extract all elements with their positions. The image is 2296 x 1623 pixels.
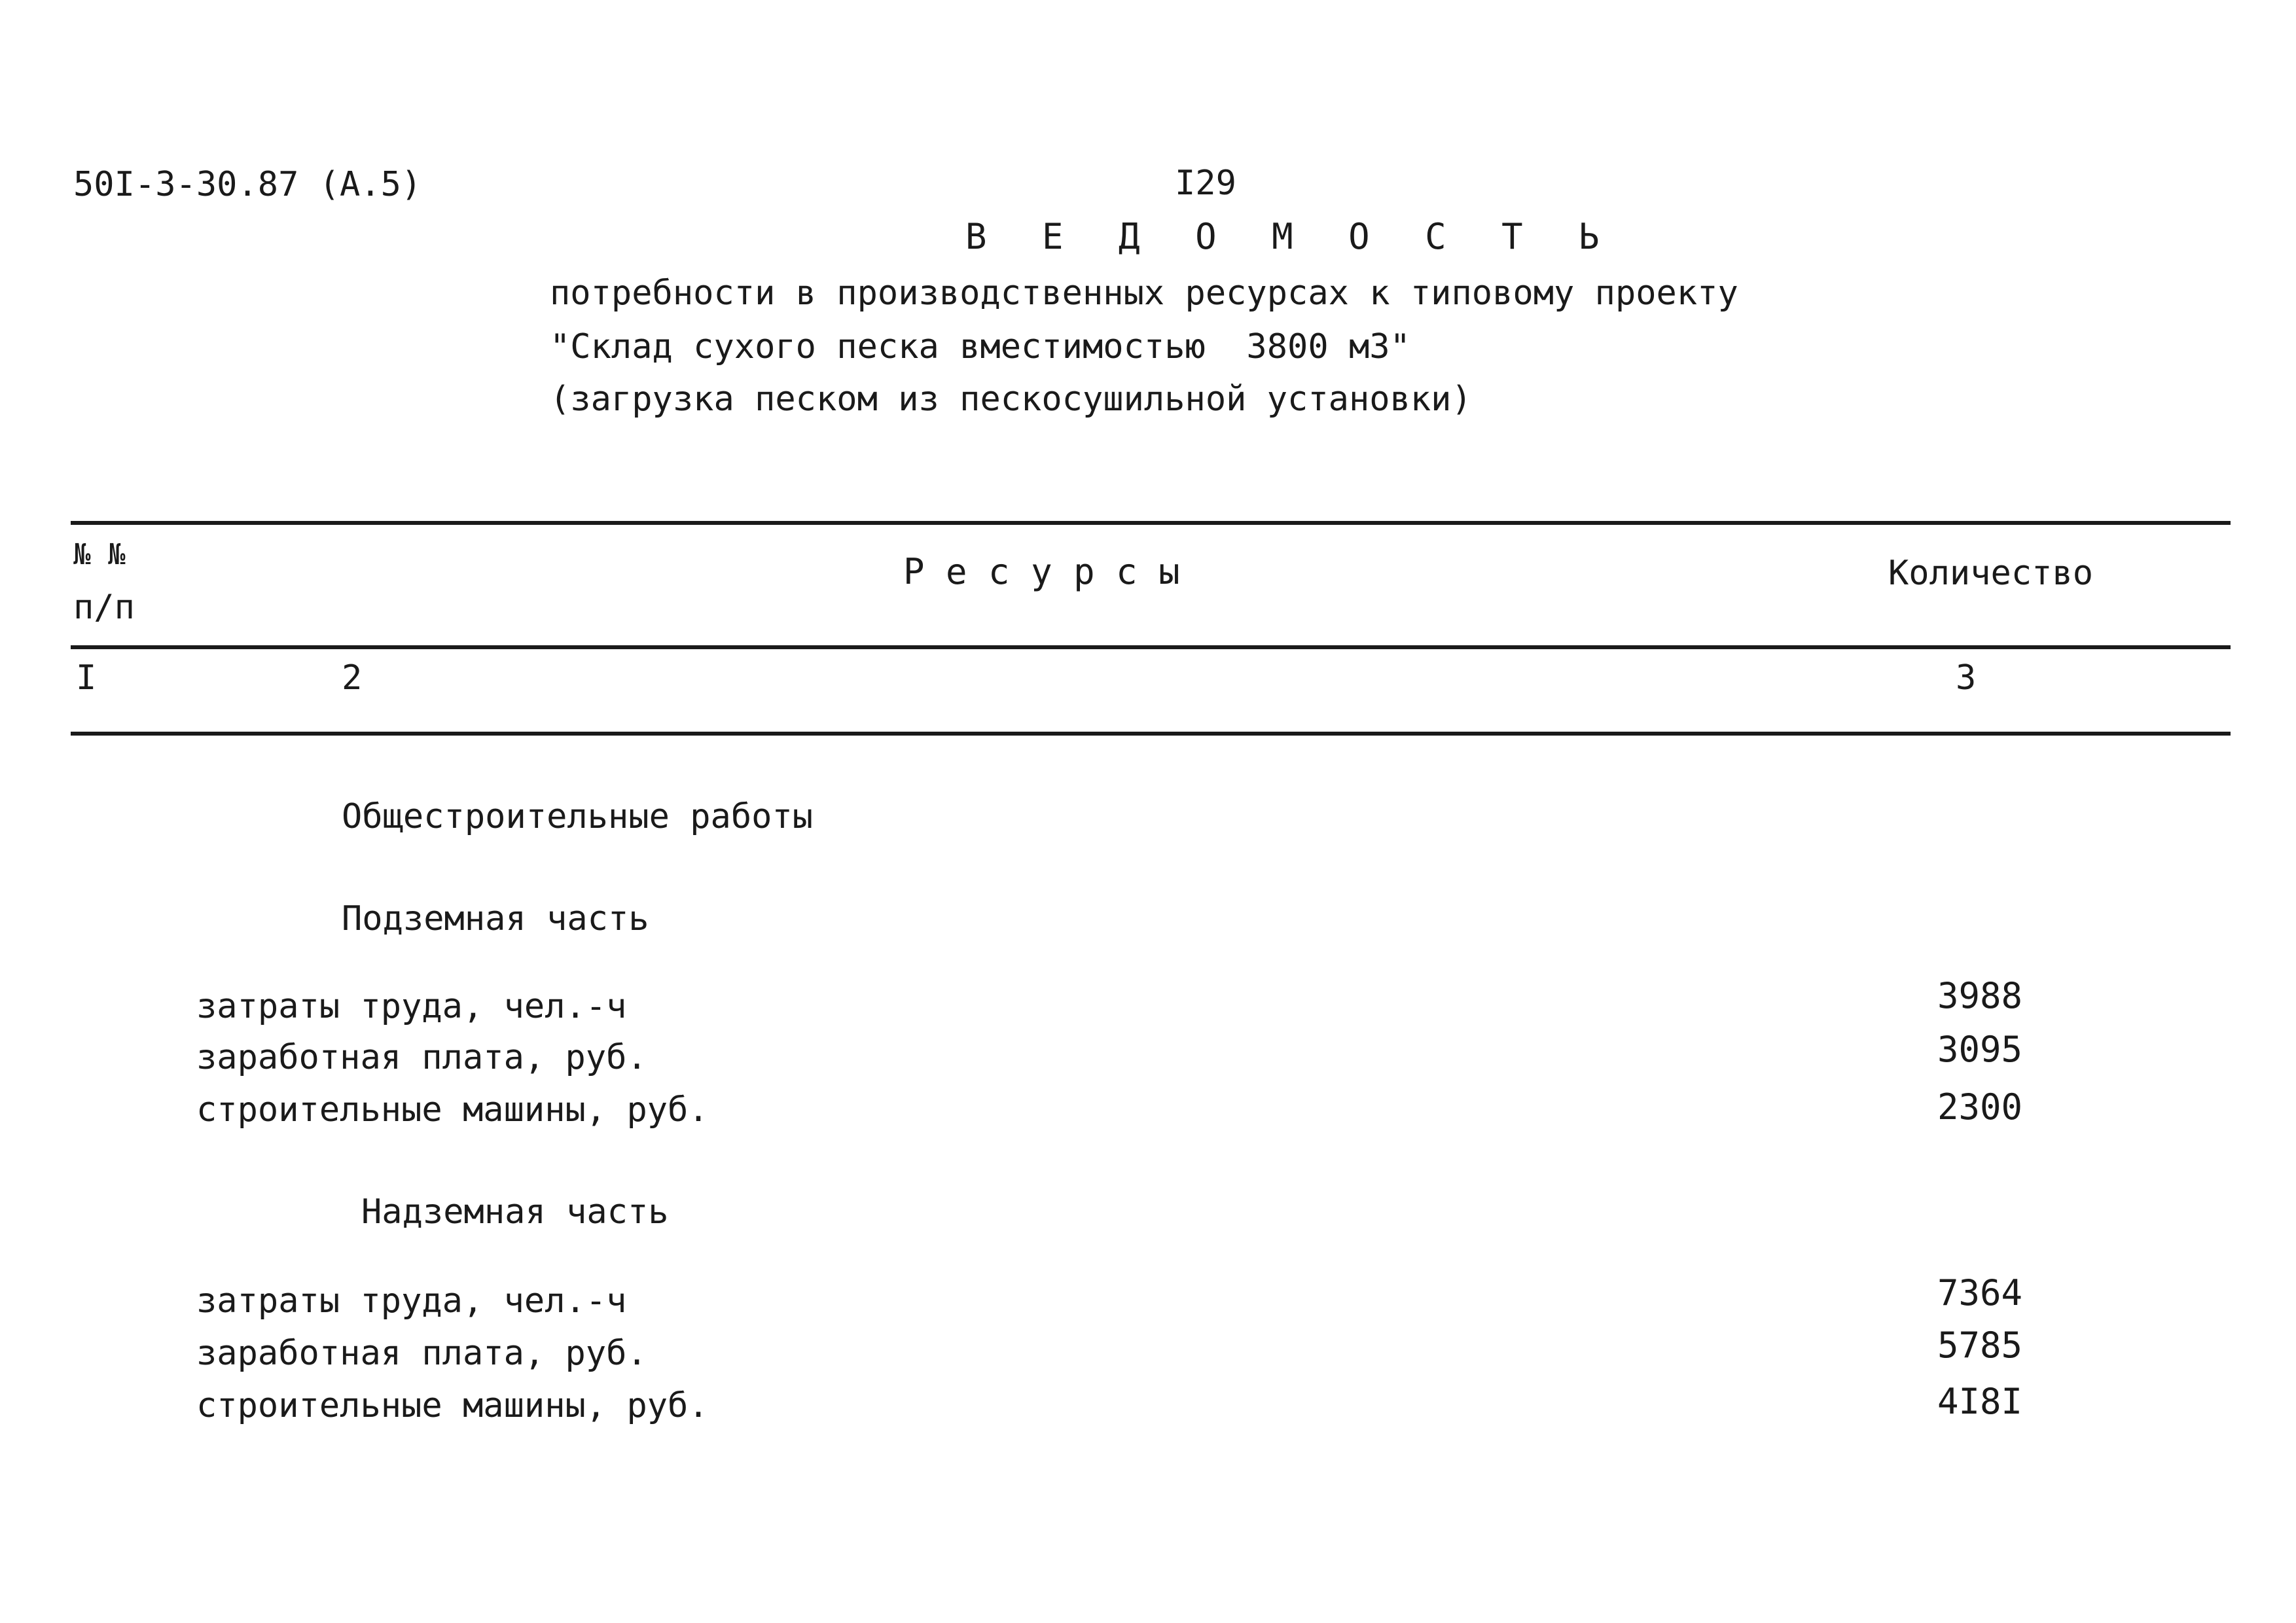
row-value-machines-underground: 2300	[1937, 1086, 2022, 1128]
column-quantity-header: Количество	[1888, 554, 2094, 593]
column-index-3: 3	[1956, 658, 1977, 698]
header-divider-rule	[71, 645, 2231, 649]
row-label-machines-aboveground: строительные машины, руб.	[196, 1386, 709, 1425]
row-value-wages-aboveground: 5785	[1937, 1325, 2022, 1366]
title-line-2: "Склад сухого песка вместимостью 3800 м3"	[550, 327, 1410, 366]
row-value-machines-aboveground: 4I8I	[1937, 1381, 2022, 1422]
title-line-3: (загрузка песком из пескосушильной установки)	[550, 380, 1472, 419]
row-value-labor-underground: 3988	[1937, 975, 2022, 1016]
title-line-1: потребности в производственных ресурсах к типовому проекту	[550, 274, 1738, 313]
row-label-labor-underground: затраты труда, чел.-ч	[196, 987, 627, 1026]
row-value-labor-aboveground: 7364	[1937, 1272, 2022, 1313]
row-label-machines-underground: строительные машины, руб.	[196, 1090, 709, 1130]
column-number-label-2: п/п	[73, 588, 135, 627]
row-label-wages-underground: заработная плата, руб.	[196, 1038, 647, 1077]
column-index-1: I	[76, 658, 97, 698]
document-code: 50I-3-30.87 (A.5)	[73, 165, 422, 204]
table-top-rule	[71, 521, 2231, 525]
row-label-wages-aboveground: заработная плата, руб.	[196, 1334, 647, 1373]
document-title: В Е Д О М О С Т Ь	[965, 216, 1617, 257]
column-index-2: 2	[342, 658, 363, 698]
table-body-rule	[71, 732, 2231, 736]
row-value-wages-underground: 3095	[1937, 1029, 2022, 1070]
subsection-heading-aboveground: Надземная часть	[361, 1192, 669, 1232]
subsection-heading-underground: Подземная часть	[342, 899, 649, 938]
column-resources-header: Р е с у р с ы	[903, 551, 1180, 592]
page-number: I29	[1175, 164, 1236, 203]
section-heading-general: Общестроительные работы	[342, 797, 814, 836]
column-number-label-1: № №	[73, 538, 126, 571]
row-label-labor-aboveground: затраты труда, чел.-ч	[196, 1281, 627, 1321]
